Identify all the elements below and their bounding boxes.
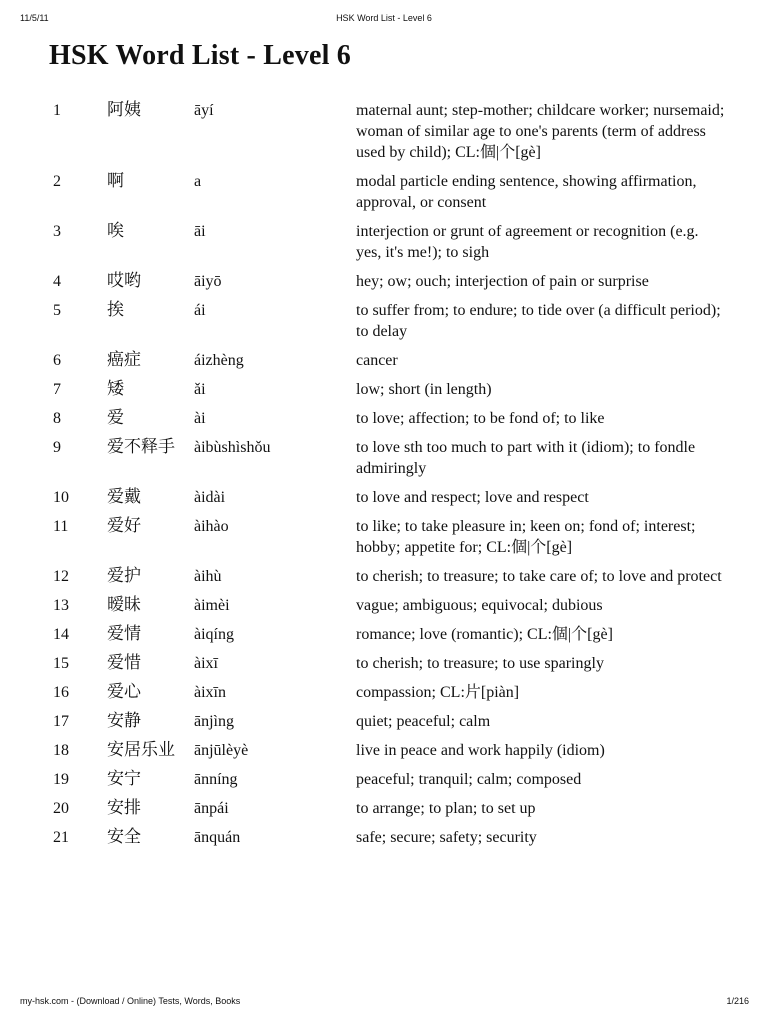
entry-pinyin: ānpái (194, 800, 229, 817)
table-row (0, 408, 768, 437)
entry-pinyin: ānquán (194, 829, 241, 846)
entry-pinyin: àidài (194, 489, 226, 506)
entry-number: 2 (53, 173, 61, 190)
entry-hanzi: 安居乐业 (107, 740, 175, 760)
entry-hanzi: 安静 (107, 711, 141, 731)
entry-pinyin: áizhèng (194, 352, 244, 369)
table-row (0, 300, 768, 350)
entry-pinyin: āi (194, 223, 206, 240)
entry-definition: safe; secure; safety; security (356, 829, 537, 846)
entry-hanzi: 爱情 (107, 624, 141, 644)
entry-number: 8 (53, 410, 61, 427)
entry-pinyin: àixī (194, 655, 218, 672)
entry-hanzi: 癌症 (107, 350, 141, 370)
entry-number: 13 (53, 597, 69, 614)
entry-number: 20 (53, 800, 69, 817)
entry-pinyin: àixīn (194, 684, 226, 701)
entry-hanzi: 挨 (107, 300, 124, 320)
entry-definition: peaceful; tranquil; calm; composed (356, 771, 582, 788)
entry-definition: hey; ow; ouch; interjection of pain or surprise (356, 273, 649, 290)
table-row (0, 100, 768, 171)
entry-definition: compassion; CL:片[piàn] (356, 684, 520, 701)
entry-number: 4 (53, 273, 61, 290)
entry-definition: romance; love (romantic); CL:個|个[gè] (356, 626, 613, 643)
entry-number: 21 (53, 829, 69, 846)
entry-number: 9 (53, 439, 61, 456)
entry-pinyin: ái (194, 302, 206, 319)
table-row (0, 437, 768, 487)
table-row (0, 350, 768, 379)
entry-definition: to love and respect; love and respect (356, 489, 589, 506)
table-row (0, 271, 768, 300)
entry-hanzi: 安排 (107, 798, 141, 818)
entry-definition: to suffer from; to endure; to tide over (a difficult period); to delay (356, 302, 721, 340)
entry-number: 15 (53, 655, 69, 672)
print-doc-title: HSK Word List - Level 6 (336, 13, 432, 23)
table-row (0, 487, 768, 516)
entry-hanzi: 安全 (107, 827, 141, 847)
entry-number: 5 (53, 302, 61, 319)
entry-hanzi: 爱心 (107, 682, 141, 702)
table-row (0, 711, 768, 740)
entry-number: 18 (53, 742, 69, 759)
entry-pinyin: àihù (194, 568, 222, 585)
entry-number: 1 (53, 102, 61, 119)
entry-definition: modal particle ending sentence, showing affirmation, approval, or consent (356, 173, 697, 211)
entry-definition: quiet; peaceful; calm (356, 713, 491, 730)
entry-pinyin: ānníng (194, 771, 238, 788)
entry-hanzi: 爱惜 (107, 653, 141, 673)
entry-number: 17 (53, 713, 69, 730)
entry-pinyin: a (194, 173, 202, 190)
entry-number: 7 (53, 381, 61, 398)
entry-definition: to like; to take pleasure in; keen on; fond of; interest; hobby; appetite for; CL:個|个[gè] (356, 518, 696, 556)
table-row (0, 566, 768, 595)
entry-pinyin: ǎi (194, 381, 206, 398)
entry-hanzi: 爱护 (107, 566, 141, 586)
table-row (0, 682, 768, 711)
entry-definition: maternal aunt; step-mother; childcare worker; nursemaid; woman of similar age to one's parents (term of address used by child); CL:個|个[gè] (356, 102, 725, 161)
entry-hanzi: 爱 (107, 408, 124, 428)
table-row (0, 624, 768, 653)
entry-definition: to cherish; to treasure; to take care of; to love and protect (356, 568, 722, 585)
table-row (0, 653, 768, 682)
print-date: 11/5/11 (20, 13, 49, 23)
entry-number: 3 (53, 223, 61, 240)
table-row (0, 769, 768, 798)
entry-hanzi: 爱不释手 (107, 437, 175, 457)
entry-pinyin: àibùshìshǒu (194, 439, 271, 456)
entry-pinyin: àimèi (194, 597, 230, 614)
table-row (0, 798, 768, 827)
entry-hanzi: 阿姨 (107, 100, 141, 120)
entry-pinyin: àihào (194, 518, 229, 535)
table-row (0, 740, 768, 769)
print-header (0, 13, 768, 27)
entry-hanzi: 爱戴 (107, 487, 141, 507)
entry-pinyin: àiqíng (194, 626, 234, 643)
entry-pinyin: ānjūlèyè (194, 742, 249, 759)
entry-number: 6 (53, 352, 61, 369)
footer-page-number: 1/216 (726, 996, 749, 1006)
table-row (0, 221, 768, 271)
entry-number: 19 (53, 771, 69, 788)
table-row (0, 516, 768, 566)
entry-definition: interjection or grunt of agreement or recognition (e.g. yes, it's me!); to sigh (356, 223, 699, 261)
entry-hanzi: 唉 (107, 221, 124, 241)
entry-hanzi: 哎哟 (107, 271, 141, 291)
entry-pinyin: ānjìng (194, 713, 234, 730)
entry-hanzi: 安宁 (107, 769, 141, 789)
entry-definition: vague; ambiguous; equivocal; dubious (356, 597, 603, 614)
entry-number: 16 (53, 684, 69, 701)
entry-hanzi: 矮 (107, 379, 124, 399)
entry-number: 14 (53, 626, 69, 643)
entry-definition: to love; affection; to be fond of; to like (356, 410, 605, 427)
entry-number: 10 (53, 489, 69, 506)
entry-hanzi: 爱好 (107, 516, 141, 536)
table-row (0, 379, 768, 408)
entry-hanzi: 暧昧 (107, 595, 141, 615)
print-footer (0, 996, 768, 1010)
word-list-table (0, 100, 768, 856)
entry-number: 12 (53, 568, 69, 585)
page-title: HSK Word List - Level 6 (49, 40, 351, 71)
entry-pinyin: āyí (194, 102, 214, 119)
entry-definition: to cherish; to treasure; to use sparingly (356, 655, 604, 672)
entry-definition: live in peace and work happily (idiom) (356, 742, 605, 759)
table-row (0, 595, 768, 624)
entry-number: 11 (53, 518, 69, 535)
entry-pinyin: āiyō (194, 273, 222, 290)
entry-definition: to arrange; to plan; to set up (356, 800, 536, 817)
entry-definition: low; short (in length) (356, 381, 492, 398)
table-row (0, 827, 768, 856)
footer-source: my-hsk.com - (Download / Online) Tests, Words, Books (20, 996, 241, 1006)
entry-definition: cancer (356, 352, 398, 369)
entry-definition: to love sth too much to part with it (idiom); to fondle admiringly (356, 439, 696, 477)
table-row (0, 171, 768, 221)
entry-pinyin: ài (194, 410, 206, 427)
entry-hanzi: 啊 (107, 171, 124, 191)
